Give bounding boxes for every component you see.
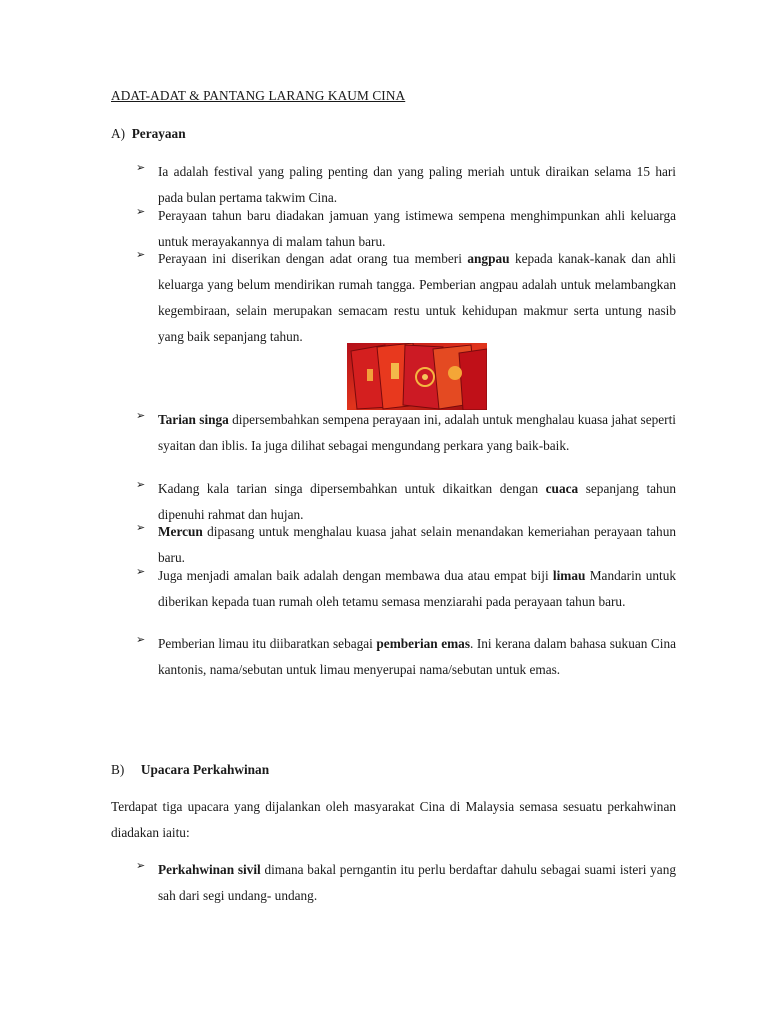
bullet-a-7-text-post: Mandarin untuk diberikan kepada tuan rumah oleh tetamu semasa menziarahi pada perayaan tahun baru. — [158, 568, 676, 609]
bullet-a-6-text: dipasang untuk menghalau kuasa jahat selain menandakan kemeriahan perayaan tahun baru. — [158, 524, 676, 565]
arrow-bullet-icon: ➢ — [136, 633, 146, 646]
bullet-a-8-text-post: . Ini kerana dalam bahasa sukuan Cina kantonis, nama/sebutan untuk limau menyerupai nama/sebutan untuk emas. — [158, 636, 677, 677]
bullet-a-5-text-post: sepanjang tahun dipenuhi rahmat dan hujan. — [158, 481, 676, 522]
bullet-a-8-text: Pemberian limau itu diibaratkan sebagai — [158, 636, 377, 651]
bullet-a-4-text: dipersembahkan sempena perayaan ini, adalah untuk menghalau kuasa jahat seperti syaitan dan iblis. Ia juga dilihat sebagai mengundang perkara yang baik-baik. — [158, 412, 676, 453]
section-b-heading — [111, 762, 269, 778]
bullet-a-2-text: Perayaan tahun baru diadakan jamuan yang istimewa sempena menghimpunkan ahli keluarga untuk merayakannya di malam tahun baru. — [158, 208, 676, 249]
section-b-title: Upacara Perkahwinan — [140, 762, 270, 777]
arrow-bullet-icon: ➢ — [136, 205, 146, 218]
arrow-bullet-icon: ➢ — [136, 248, 146, 261]
bullet-a-7 — [136, 563, 676, 615]
bullet-b-1 — [136, 857, 676, 909]
arrow-bullet-icon: ➢ — [136, 521, 146, 534]
angpau-image — [347, 343, 487, 410]
section-a-letter: A) — [111, 126, 126, 141]
section-b-letter: B) — [111, 762, 125, 777]
arrow-bullet-icon: ➢ — [136, 409, 146, 422]
bullet-a-3-text: Perayaan ini diserikan dengan adat orang tua memberi — [158, 251, 468, 266]
bullet-a-8 — [136, 631, 676, 683]
bullet-a-1-text: Ia adalah festival yang paling penting dan yang paling meriah untuk diraikan selama 15 hari pada bulan pertama takwim Cina. — [158, 164, 676, 205]
arrow-bullet-icon: ➢ — [136, 161, 146, 174]
arrow-bullet-icon: ➢ — [136, 565, 146, 578]
bullet-b-1-text: dimana bakal perngantin itu perlu berdaftar dahulu sebagai suami isteri yang sah dari segi undang- undang. — [158, 862, 676, 903]
bullet-a-8-bold: pemberian emas — [376, 636, 471, 651]
bullet-a-5-bold: cuaca — [545, 481, 579, 496]
bullet-a-3-bold: angpau — [467, 251, 510, 266]
bullet-b-1-bold: Perkahwinan sivil — [158, 862, 261, 877]
section-b-intro: Terdapat tiga upacara yang dijalankan oleh masyarakat Cina di Malaysia semasa sesuatu perkahwinan diadakan iaitu: — [111, 799, 676, 840]
arrow-bullet-icon: ➢ — [136, 859, 146, 872]
bullet-a-7-bold: limau — [552, 568, 586, 583]
bullet-a-4 — [136, 407, 676, 459]
bullet-a-3-text-post: kepada kanak-kanak dan ahli keluarga yang belum mendirikan rumah tangga. Pemberian angpau adalah untuk melambangkan kegembiraan, selain merupakan semacam restu untuk kehidupan makmur serta untung nasib yang baik sepanjang tahun. — [158, 251, 677, 344]
bullet-a-4-bold: Tarian singa — [158, 412, 229, 427]
section-a-heading — [111, 126, 186, 142]
bullet-a-3 — [136, 246, 676, 350]
bullet-a-7-text: Juga menjadi amalan baik adalah dengan membawa dua atau empat biji — [158, 568, 553, 583]
section-a-title: Perayaan — [131, 126, 186, 141]
document-title: ADAT-ADAT & PANTANG LARANG KAUM CINA — [111, 88, 406, 103]
arrow-bullet-icon: ➢ — [136, 478, 146, 491]
bullet-a-5-text: Kadang kala tarian singa dipersembahkan untuk dikaitkan dengan — [158, 481, 546, 496]
bullet-a-6-bold: Mercun — [158, 524, 203, 539]
